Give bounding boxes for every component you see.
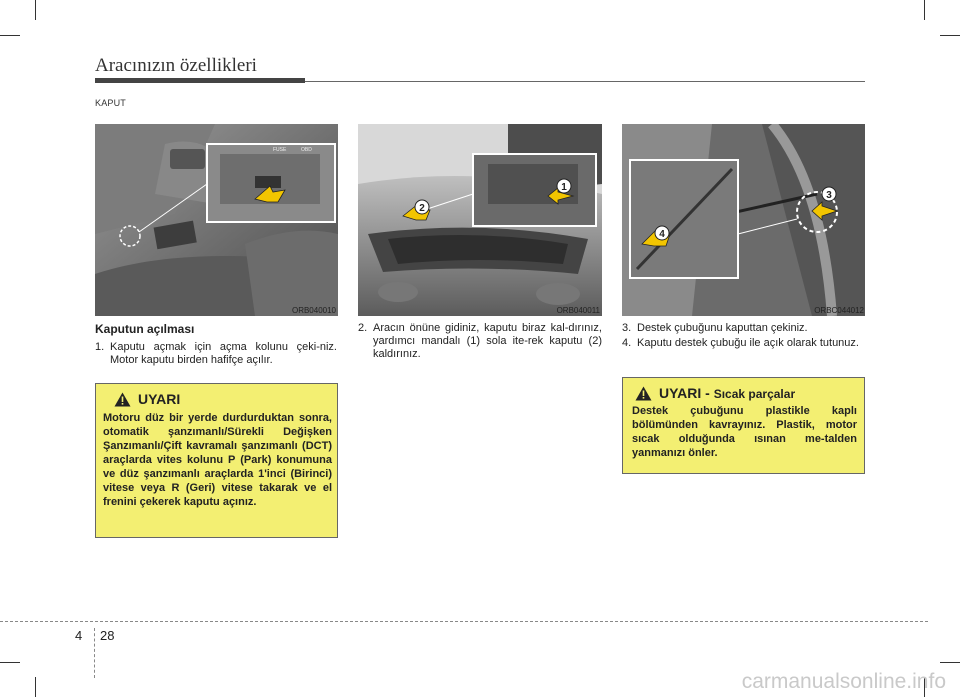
header-rule-thick <box>95 78 305 83</box>
step-text: Destek çubuğunu kaputtan çekiniz. <box>637 322 808 334</box>
step-number: 1. <box>95 341 105 353</box>
crop-mark <box>35 677 36 697</box>
inset-label-fuse: FUSE <box>273 147 287 153</box>
photo-hood-release-lever <box>95 124 338 316</box>
warning-triangle-icon <box>635 386 652 401</box>
crop-mark <box>940 35 960 36</box>
callout-2: 2 <box>419 203 425 214</box>
warning-text: Destek çubuğunu plastikle kaplı bölümünden kavrayınız. Plastik, motor sıcak olduğunda ısınan me-talden yanmanızı önler. <box>632 405 857 459</box>
section-label: KAPUT <box>95 98 127 108</box>
warning-title-main: UYARI - <box>659 385 710 401</box>
callout-3: 3 <box>826 190 832 201</box>
crop-mark <box>924 0 925 20</box>
photo-code-3: ORBC044012 <box>814 306 864 315</box>
warning-triangle-icon <box>114 392 131 407</box>
chapter-title: Aracınızın özellikleri <box>95 55 257 76</box>
section-heading: Kaputun açılması <box>95 322 195 336</box>
warning-title: UYARI <box>138 391 181 407</box>
warning-title <box>659 385 795 401</box>
warning-title-sub: Sıcak parçalar <box>713 387 796 401</box>
footer-rule <box>0 621 928 622</box>
step-text: Kaputu açmak için açma kolunu çeki-niz. Motor kaputu birden hafifçe açılır. <box>110 341 337 366</box>
crop-mark <box>0 662 20 663</box>
step-number: 4. <box>622 337 632 349</box>
callout-1: 1 <box>561 182 567 193</box>
watermark: carmanualsonline.info <box>741 670 946 693</box>
step-text: Kaputu destek çubuğu ile açık olarak tutunuz. <box>637 337 859 349</box>
warning-box-hot-parts <box>622 377 865 474</box>
step-3 <box>622 322 865 335</box>
photo-code-1: ORB040010 <box>291 306 336 315</box>
photo-code-2: ORB040011 <box>556 306 600 315</box>
photo-support-rod <box>622 124 865 316</box>
step-number: 2. <box>358 322 368 334</box>
photo-car-front-hood <box>358 124 602 316</box>
step-4 <box>622 337 865 350</box>
warning-text: Motoru düz bir yerde durdurduktan sonra, otomatik şanzımanlı/Sürekli Değişken Şanzımanlı/Çift kavramalı şanzımanlı (DCT) araçlarda vites kolunu P (Park) konumuna ve düz şanzımanlı araçlarda 1'inci (Birinci) vitese veya R (Geri) vitese takarak ve el frenini çekerek kaputu açınız. <box>103 412 332 508</box>
step-1 <box>95 341 337 367</box>
step-text: Aracın önüne gidiniz, kaputu biraz kal-dırınız, yardımcı mandalı (1) sola ite-rek kaputu (2) kaldırınız. <box>373 322 602 360</box>
inset-label-obd: OBD <box>301 147 312 153</box>
warning-box <box>95 383 338 538</box>
footer-separator <box>94 628 95 678</box>
callout-4: 4 <box>659 229 665 240</box>
step-number: 3. <box>622 322 632 334</box>
chapter-number: 4 <box>75 628 83 643</box>
crop-mark <box>0 35 20 36</box>
header-rule-thin <box>305 81 865 82</box>
page-number: 28 <box>100 628 115 643</box>
crop-mark <box>35 0 36 20</box>
step-2 <box>358 322 602 361</box>
crop-mark <box>940 662 960 663</box>
